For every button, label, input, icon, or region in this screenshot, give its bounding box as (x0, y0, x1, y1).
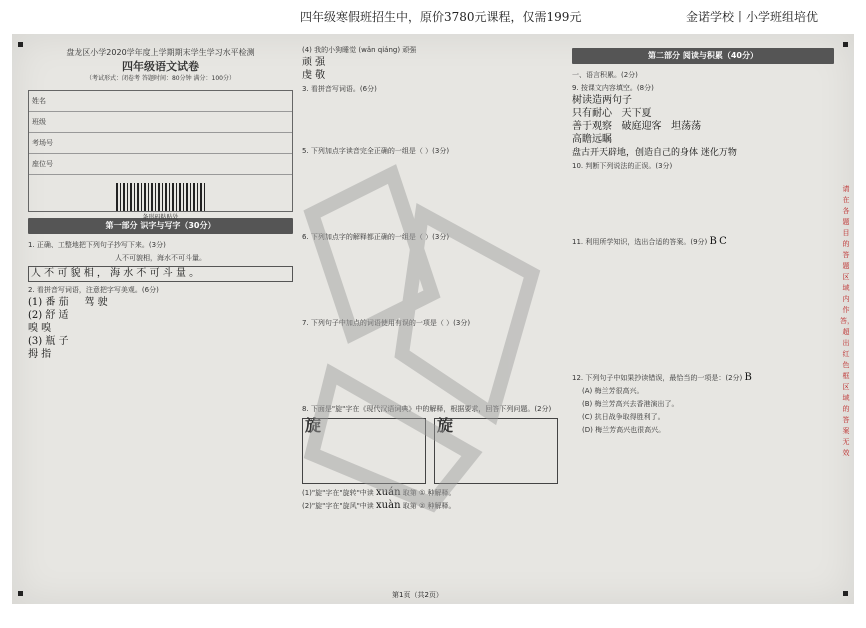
q9-answer-3b: 破庭迎客 (621, 121, 662, 132)
q9-answer-2 (572, 109, 834, 119)
q7-options (302, 331, 567, 401)
column-middle (302, 42, 567, 590)
q11-answer-c: C (719, 236, 727, 247)
question-4: (4) 我的小狗睡觉 (wǎn qiáng) 顽强 (302, 46, 417, 54)
q2-answer-row-3 (28, 324, 293, 334)
q2-answer-row-5 (28, 350, 293, 360)
dictionary-cards (302, 418, 567, 484)
q2-answer-row-1: (1) 番 茄 驾 驶 (28, 297, 108, 308)
q2-answer-1: 番 茄 (45, 297, 69, 308)
q9-answer-1: 树读造两句子 (572, 95, 632, 106)
barcode-icon (116, 183, 206, 211)
q9-answer-4: 高瞻远瞩 (572, 134, 612, 145)
exam-meta: （考试形式：闭卷考 答题时间：80分钟 满分：100分） (86, 75, 235, 82)
q2-answer-row-4: (3) 瓶 子 (28, 336, 69, 347)
q1-sentence: 人不可貌相，海水不可斗量。 (115, 254, 206, 262)
question-2: 2. 看拼音写词语，注意把字写美观。(6分) (28, 286, 159, 294)
q8-b-answer: xuàn (376, 500, 401, 511)
question-7: 7. 下列句子中加点的词语使用有误的一项是（ ）(3分) (302, 319, 471, 327)
q6-options (302, 245, 567, 315)
exam-paper (12, 34, 854, 604)
q2-answer-row-2: (2) 舒 适 (28, 310, 69, 321)
q11-text: 11. 利用所学知识，选出合适的答案。(9分) (572, 238, 708, 246)
q4-handwriting: 顽 强 (302, 57, 326, 68)
q9-answer-3c: 坦荡荡 (671, 121, 702, 132)
q2-answer-3: 舒 适 (45, 310, 69, 321)
info-row-room: 考场号 (29, 133, 292, 154)
q12-option-a: (A) 梅兰芳很高兴。 (582, 387, 644, 395)
question-12 (572, 373, 834, 383)
brand-text: 金诺学校丨小学班组培优 (685, 10, 818, 24)
page-number: 第1页（共2页） (392, 591, 443, 599)
paper-title: 四年级语文试卷 (122, 60, 199, 73)
q12-text: 12. 下列句子中如果抄读错误，最恰当的一项是：(2分) (572, 374, 743, 382)
q9-answer-3 (572, 122, 834, 132)
column-right (572, 42, 834, 590)
q11-options (572, 250, 834, 370)
info-row-name: 姓名 (29, 91, 292, 112)
registration-mark (18, 42, 23, 47)
q11-answer-b: B (709, 236, 717, 247)
school-title: 盘龙区小学2020学年度上学期期末学生学习水平检测 (66, 48, 255, 57)
q9-answer-5: 盘古开天辟地，创造自己的身体 迷化万物 (572, 148, 737, 158)
subsection-1: 一、语言积累。(2分) (572, 71, 638, 79)
dictionary-card-1: 旋 (302, 418, 426, 484)
registration-mark (18, 591, 23, 596)
q3-answer-area (302, 97, 567, 143)
q1-handwriting: 人 不 可 貌 相 ， 海 水 不 可 斗 量 。 (28, 266, 293, 282)
dictionary-card-2: 旋 (434, 418, 558, 484)
question-10: 10. 判断下列说法的正误。(3分) (572, 162, 673, 170)
q2-answer-5: 瓶 子 (45, 336, 69, 347)
q8-b-tail: 取第 ② 种解释。 (402, 502, 456, 510)
section-one-head: 第一部分 识字与写字（30分） (28, 218, 293, 234)
question-5: 5. 下列加点字读音完全正确的一组是（ ）(3分) (302, 147, 450, 155)
column-left (28, 42, 293, 590)
q5-options (302, 159, 567, 229)
q2-answer-4: 嗅 嗅 (28, 323, 52, 334)
top-banner (0, 0, 866, 32)
registration-mark (843, 591, 848, 596)
q8-part-b (302, 501, 567, 511)
q10-statements (572, 174, 834, 234)
q2-answer-2: 驾 驶 (84, 297, 108, 308)
q9-answer-2a: 只有耐心 (572, 108, 612, 119)
q12-option-d: (D) 梅兰芳高兴也很高兴。 (582, 426, 666, 434)
section-two-head: 第二部分 阅读与积累（40分） (572, 48, 834, 64)
q9-answer-2b: 天下夏 (621, 108, 652, 119)
q8-b-text: (2)"旋"字在"旋风"中读 (302, 502, 374, 510)
question-6: 6. 下列加点字的解释都正确的一组是（ ）(3分) (302, 233, 450, 241)
info-row-class: 班级 (29, 112, 292, 133)
q8-a-answer: xuán (376, 487, 401, 498)
promo-banner-text: 四年级寒假班招生中，原价3780元课程，仅需199元 (300, 10, 582, 24)
q4b-handwriting: 虔 敬 (302, 70, 326, 81)
q12-option-b: (B) 梅兰芳高兴去香港演出了。 (582, 400, 679, 408)
q8-a-tail: 取第 ① 种解释。 (402, 489, 456, 497)
question-3: 3. 看拼音写词语。(6分) (302, 85, 377, 93)
registration-mark (843, 42, 848, 47)
question-8: 8. 下面是"旋"字在《现代汉语词典》中的解释，根据要求，回答下列问题。(2分) (302, 405, 552, 413)
q8-a-text: (1)"旋"字在"旋转"中读 (302, 489, 374, 497)
q8-part-a (302, 488, 567, 498)
barcode-label: 条形码粘贴处 (142, 214, 179, 221)
answer-area-note: 请在各题目的答题区域内作答，超出红色框区域的答案无效 (840, 185, 854, 457)
question-1: 1. 正确、工整地把下列句子抄写下来。(3分) (28, 241, 166, 249)
student-info-box (28, 90, 293, 221)
q9-answer-3a: 善于观察 (572, 121, 612, 132)
q2-answer-6: 拇 指 (28, 349, 52, 360)
info-row-seat: 座位号 (29, 154, 292, 175)
q12-answer: B (744, 372, 752, 383)
q12-option-c: (C) 抗日战争取得胜利了。 (582, 413, 665, 421)
question-9: 9. 按课文内容填空。(8分) (572, 84, 654, 92)
question-11 (572, 237, 834, 247)
